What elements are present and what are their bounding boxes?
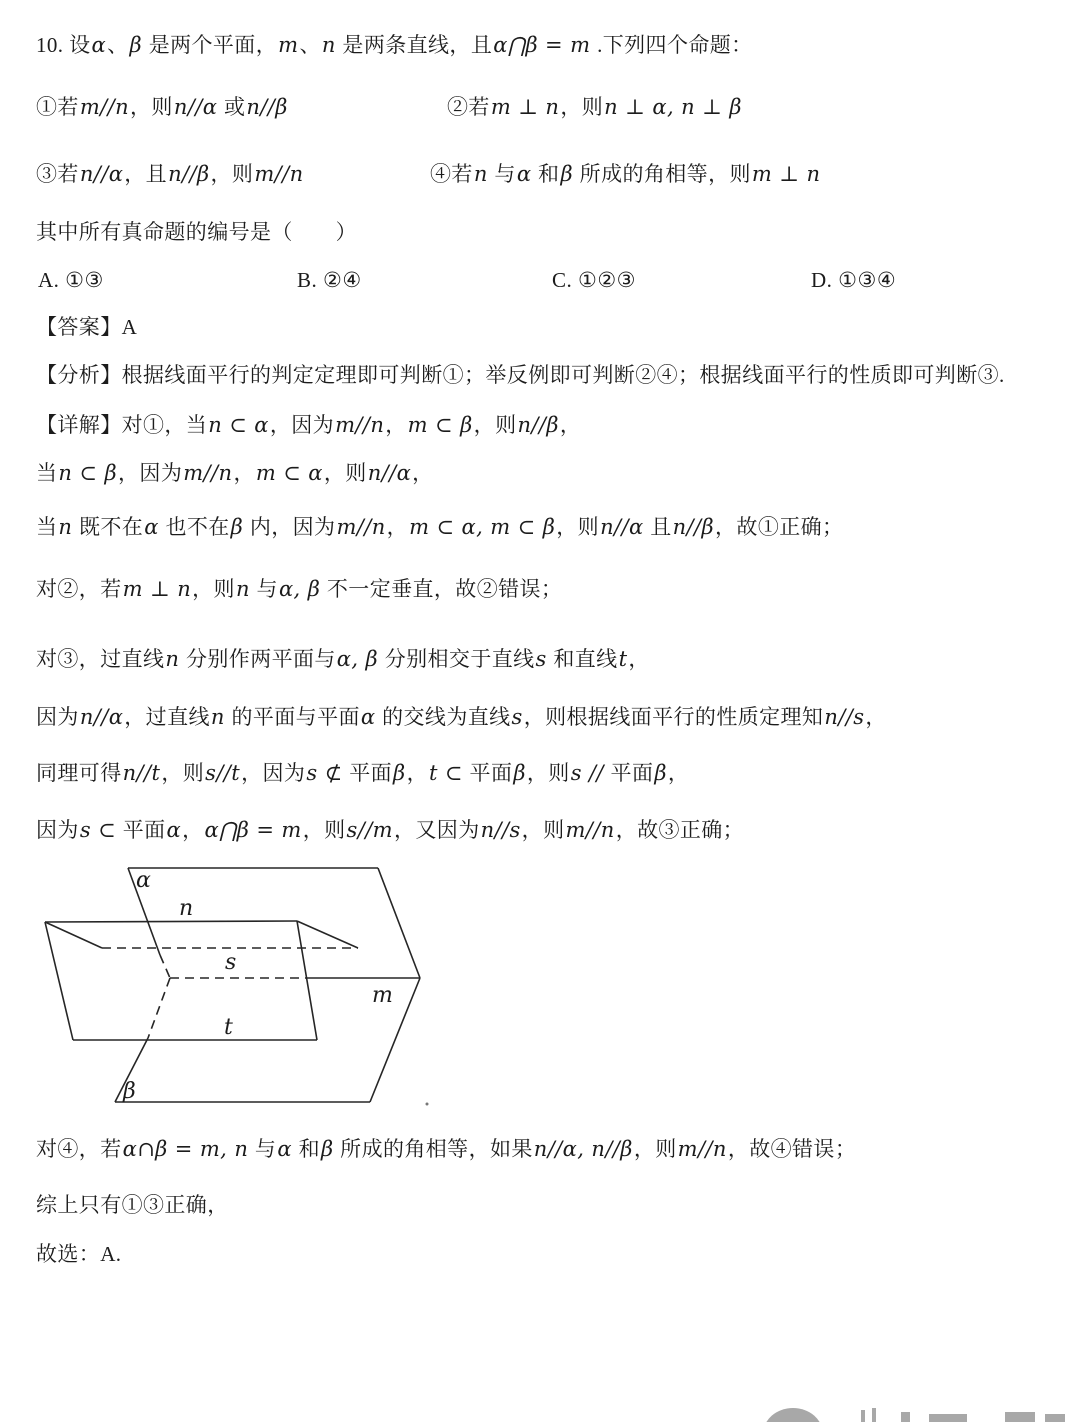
math-text: m//n	[677, 1137, 727, 1161]
math-text: n//β	[246, 95, 288, 119]
math-text: n//α	[79, 162, 124, 186]
math-text: m ⊂ β	[407, 413, 473, 437]
proposition-4	[430, 161, 821, 188]
cjk-text: ，	[865, 705, 887, 729]
hidden-edge	[160, 955, 170, 978]
cjk-text: ，且	[124, 162, 168, 186]
cjk-text: ，则	[161, 761, 205, 785]
cjk-text: ，	[559, 413, 582, 437]
cjk-text: ，因为	[118, 461, 183, 485]
cjk-text: ，则	[526, 761, 570, 785]
cjk-text: 平面	[117, 818, 166, 842]
math-text: β	[560, 162, 574, 186]
cjk-text: ④若	[430, 162, 473, 186]
cjk-text: 既不在	[73, 515, 144, 539]
cjk-text: ，又因为	[394, 818, 480, 842]
math-text: s//t	[205, 761, 241, 785]
cjk-text: ②若	[447, 95, 490, 119]
cjk-text: 其中所有真命题的编号是（ ）	[36, 220, 357, 244]
math-text: α, β	[336, 647, 379, 671]
math-text: β	[230, 515, 244, 539]
option-b: B. ②④	[297, 268, 362, 292]
cjk-text: ，则	[560, 95, 604, 119]
visible-edge	[378, 868, 420, 978]
cjk-text: 与	[488, 162, 516, 186]
cjk-text: ，故④错误；	[727, 1137, 857, 1161]
math-text: n ⊂ α	[208, 413, 269, 437]
cjk-text: ，	[182, 818, 204, 842]
cjk-text: ，则	[210, 162, 254, 186]
option-a: A. ①③	[38, 268, 104, 292]
math-text: β	[320, 1137, 334, 1161]
math-text: m ⊥ n	[490, 95, 560, 119]
cjk-text: 对②，若	[36, 577, 122, 601]
conclusion-line	[36, 1192, 229, 1219]
math-text: α⋂β = m	[493, 33, 591, 57]
math-text: s ⊄	[306, 761, 343, 785]
figure-label-t: t	[224, 1015, 233, 1040]
math-text: m ⊂ α, m ⊂ β	[409, 515, 556, 539]
math-text: α∩β = m, n	[122, 1137, 249, 1161]
figure-label-s: s	[225, 950, 237, 975]
detail-line-3	[36, 514, 843, 541]
math-text: n//α	[367, 461, 412, 485]
watermark-logo-icon	[755, 1402, 1065, 1422]
cjk-text: ③若	[36, 162, 79, 186]
math-text: n//t	[122, 761, 161, 785]
math-text: m//n	[565, 818, 615, 842]
math-text: m//n	[254, 162, 304, 186]
visible-edge	[45, 921, 297, 922]
problem-stem	[36, 32, 753, 59]
detail-line-4	[36, 576, 562, 603]
cjk-text: ，	[412, 461, 434, 485]
hidden-edge	[148, 978, 170, 1038]
cjk-text: ，则	[130, 95, 173, 119]
cjk-text: 【分析】根据线面平行的判定定理即可判断①；举反例即可判断②④；根据线面平行的性质即可判断③.	[36, 363, 1005, 387]
figure-label-α: α	[136, 868, 151, 893]
cjk-text: ，则	[633, 1137, 677, 1161]
choice-line	[36, 1241, 121, 1268]
cjk-text: 平面	[343, 761, 393, 785]
visible-edge	[297, 921, 358, 948]
cjk-text: 的平面与平面	[225, 705, 360, 729]
cjk-text: ，	[385, 413, 407, 437]
cjk-text: 当	[36, 515, 58, 539]
cjk-text: 和	[532, 162, 560, 186]
math-text: β	[513, 761, 526, 785]
cjk-text: 是两条直线，且	[336, 33, 493, 57]
math-text: n	[58, 515, 73, 539]
proposition-1	[36, 94, 289, 121]
detail-line-9	[36, 1136, 856, 1163]
proposition-3	[36, 161, 305, 188]
math-text: n	[210, 705, 225, 729]
cjk-text: 也不在	[159, 515, 230, 539]
figure-label-n: n	[179, 896, 194, 921]
cjk-text: 所成的角相等，则	[574, 162, 751, 186]
math-text: α	[166, 818, 182, 842]
cjk-text: 同理可得	[36, 761, 122, 785]
math-text: s	[511, 705, 523, 729]
cjk-text: 【详解】对①，当	[36, 413, 208, 437]
option-c: C. ①②③	[552, 268, 636, 292]
cjk-text: ，则根据线面平行的性质定理知	[523, 705, 824, 729]
cjk-text: 平面	[463, 761, 513, 785]
math-text: n//α	[79, 705, 124, 729]
cjk-text: ，	[406, 761, 428, 785]
cjk-text: 与	[250, 577, 278, 601]
math-text: n	[235, 577, 250, 601]
cjk-text: 且	[644, 515, 672, 539]
cjk-text: ，则	[521, 818, 565, 842]
math-text: m//n	[336, 515, 386, 539]
cjk-text: 对③，过直线	[36, 647, 165, 671]
cjk-text: ，因为	[241, 761, 306, 785]
math-text: β	[393, 761, 406, 785]
cjk-text: ，	[628, 647, 650, 671]
cjk-text: 当	[36, 461, 58, 485]
math-text: α, β	[278, 577, 321, 601]
cjk-text: 不一定垂直，故②错误；	[321, 577, 563, 601]
math-text: m ⊂ α	[255, 461, 323, 485]
cjk-text: 的交线为直线	[376, 705, 511, 729]
math-text: m	[278, 33, 299, 57]
visible-edge	[297, 921, 317, 1040]
detail-line-5	[36, 646, 650, 673]
math-text: m//n	[79, 95, 130, 119]
cjk-text: 和直线	[547, 647, 618, 671]
cjk-text: ，则	[302, 818, 346, 842]
cjk-text: ，	[386, 515, 409, 539]
cjk-text: ，过直线	[124, 705, 210, 729]
cjk-text: 是两个平面，	[143, 33, 278, 57]
analysis-line	[36, 362, 1005, 389]
math-text: n	[473, 162, 488, 186]
math-text: m ⊥ n	[751, 162, 821, 186]
cjk-text: ，故①正确；	[715, 515, 844, 539]
planes-diagram	[30, 855, 440, 1117]
math-text: m//n	[335, 413, 385, 437]
cjk-text: 分别作两平面与	[180, 647, 336, 671]
math-text: n//α	[173, 95, 218, 119]
cjk-text: ，则	[473, 413, 517, 437]
figure-label-m: m	[372, 983, 393, 1008]
math-text: n//β	[672, 515, 715, 539]
math-text: α	[144, 515, 159, 539]
math-text: n//s	[824, 705, 865, 729]
cjk-text: ，	[233, 461, 255, 485]
math-text: n//α, n//β	[533, 1137, 633, 1161]
math-text: n//β	[517, 413, 559, 437]
math-text: s //	[570, 761, 604, 785]
cjk-text: 、	[107, 33, 129, 57]
cjk-text: ，则	[556, 515, 600, 539]
cjk-text: ，则	[323, 461, 367, 485]
proposition-2	[447, 94, 743, 121]
math-text: n//α	[600, 515, 644, 539]
math-text: α	[360, 705, 376, 729]
detail-line-2	[36, 460, 434, 487]
math-text: s//m	[346, 818, 393, 842]
cjk-text: 内，因为	[244, 515, 336, 539]
math-text: s	[535, 647, 547, 671]
cjk-text: 综上只有①③正确，	[36, 1193, 229, 1217]
cjk-text: ，故③正确；	[615, 818, 745, 842]
detail-line-6	[36, 704, 887, 731]
math-text: n ⊥ α, n ⊥ β	[604, 95, 742, 119]
cjk-text: 因为	[36, 818, 79, 842]
cjk-text: 10. 设	[36, 33, 91, 57]
figure-label-β: β	[123, 1079, 136, 1104]
visible-edge	[45, 922, 102, 948]
math-text: α⋂β = m	[204, 818, 302, 842]
cjk-text: 平面	[604, 761, 654, 785]
cjk-text: ，因为	[269, 413, 335, 437]
math-text: n ⊂ β	[58, 461, 118, 485]
detail-line-8	[36, 817, 744, 844]
math-text: n//β	[168, 162, 210, 186]
cjk-text: 因为	[36, 705, 79, 729]
cjk-text: 故选：A.	[36, 1242, 122, 1266]
cjk-text: 分别相交于直线	[379, 647, 535, 671]
watermark	[755, 1402, 1065, 1422]
math-text: α	[277, 1137, 292, 1161]
cjk-text: 所成的角相等，如果	[334, 1137, 533, 1161]
answer-line	[36, 314, 137, 341]
visible-edge	[45, 922, 73, 1040]
cjk-text: 对④，若	[36, 1137, 122, 1161]
math-text: m ⊥ n	[122, 577, 192, 601]
math-text: β	[129, 33, 143, 57]
cjk-text: ①若	[36, 95, 79, 119]
cjk-text: 或	[218, 95, 246, 119]
stray-dot	[426, 1103, 429, 1106]
math-text: n//s	[480, 818, 521, 842]
detail-line-1	[36, 412, 581, 439]
math-text: n	[165, 647, 180, 671]
math-text: s ⊂	[79, 818, 117, 842]
math-text: n	[321, 33, 336, 57]
cjk-text: 、	[299, 33, 321, 57]
math-text: α	[516, 162, 532, 186]
cjk-text: ，	[667, 761, 690, 785]
cjk-text: 与	[249, 1137, 277, 1161]
cjk-text: 【答案】A	[36, 315, 138, 339]
detail-line-7	[36, 760, 689, 787]
option-d: D. ①③④	[811, 268, 897, 292]
math-text: m//n	[183, 461, 233, 485]
cjk-text: ，则	[192, 577, 235, 601]
cjk-text: .下列四个命题：	[591, 33, 753, 57]
cjk-text: 和	[292, 1137, 320, 1161]
math-text: β	[654, 761, 667, 785]
math-text: t ⊂	[428, 761, 463, 785]
question-line	[36, 219, 357, 246]
math-text: t	[618, 647, 628, 671]
math-text: α	[91, 33, 107, 57]
